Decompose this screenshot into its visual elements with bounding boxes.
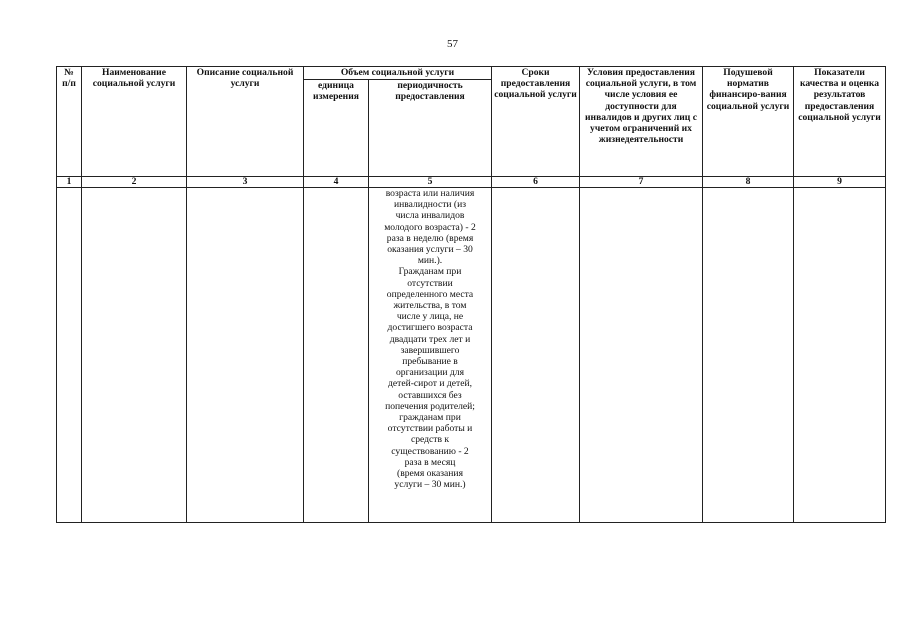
frequency-text-line: достигшего возраста: [387, 322, 473, 334]
cell-number: [57, 188, 82, 523]
cell-quality-indicators: [794, 188, 886, 523]
frequency-text-line: попечения родителей;: [385, 400, 475, 412]
frequency-text-line: двадцати трех лет и: [389, 333, 471, 345]
header-frequency: периодичность предоставления: [369, 80, 492, 177]
column-number: 2: [82, 177, 187, 188]
column-number: 6: [492, 177, 580, 188]
services-table: [56, 66, 886, 523]
frequency-text-line: молодого возраста) - 2: [384, 221, 476, 233]
header-per-capita-norm: Подушевой норматив финансиро-вания социальной услуги: [703, 67, 794, 177]
frequency-text-line: числа инвалидов: [395, 210, 465, 222]
frequency-text-line: отсутствии: [407, 277, 453, 289]
frequency-text-line: (время оказания: [397, 468, 463, 480]
frequency-text-line: завершившего: [400, 344, 460, 356]
column-number: 9: [794, 177, 886, 188]
frequency-text-line: пребывание в: [402, 356, 458, 368]
frequency-text-line: средств к: [410, 434, 450, 446]
frequency-text-line: существованию - 2: [391, 445, 469, 457]
frequency-text-line: оставшихся без: [398, 389, 462, 401]
header-service-name: Наименование социальной услуги: [82, 67, 187, 177]
frequency-text-line: возраста или наличия: [385, 188, 475, 199]
column-number: 1: [57, 177, 82, 188]
column-number: 5: [369, 177, 492, 188]
frequency-text-line: оказания услуги – 30: [387, 244, 473, 256]
cell-frequency: [369, 188, 492, 523]
header-service-terms: Сроки предоставления социальной услуги: [492, 67, 580, 177]
header-service-description: Описание социальной услуги: [187, 67, 304, 177]
frequency-text-line: Гражданам при: [398, 266, 462, 278]
frequency-text-line: детей-сирот и детей,: [387, 378, 473, 390]
cell-service-name: [82, 188, 187, 523]
frequency-text-line: гражданам при: [399, 412, 461, 424]
frequency-text-line: мин.).: [417, 255, 443, 267]
header-row-1: [57, 67, 886, 80]
header-service-conditions: Условия предоставления социальной услуги, в том числе условия ее доступности для инвалидов и других лиц с учетом ограничений их жизнедеятельности: [580, 67, 703, 177]
frequency-text-line: раза в месяц: [404, 456, 456, 468]
frequency-text-line: услуги – 30 мин.): [394, 479, 466, 491]
frequency-text-line: числе у лица, не: [396, 311, 464, 323]
column-number: 3: [187, 177, 304, 188]
frequency-text-line: организации для: [396, 367, 464, 379]
frequency-text-line: инвалидности (из: [393, 199, 467, 211]
cell-service-terms: [492, 188, 580, 523]
frequency-text-line: отсутствии работы и: [387, 423, 473, 435]
cell-unit: [304, 188, 369, 523]
table-row: [57, 188, 886, 523]
frequency-text-line: жительства, в том: [393, 300, 467, 312]
frequency-text-line: определенного места: [386, 288, 474, 300]
header-number: № п/п: [57, 67, 82, 177]
header-unit: единица измерения: [304, 80, 369, 177]
header-quality-indicators: Показатели качества и оценка результатов предоставления социальной услуги: [794, 67, 886, 177]
frequency-text: [371, 188, 489, 490]
column-number: 7: [580, 177, 703, 188]
frequency-text-line: раза в неделю (время: [386, 232, 474, 244]
cell-service-description: [187, 188, 304, 523]
cell-service-conditions: [580, 188, 703, 523]
column-number: 8: [703, 177, 794, 188]
column-number: 4: [304, 177, 369, 188]
column-numbers-row: [57, 177, 886, 188]
cell-per-capita-norm: [703, 188, 794, 523]
page-number: 57: [447, 38, 458, 50]
header-service-volume: Объем социальной услуги: [304, 67, 492, 80]
